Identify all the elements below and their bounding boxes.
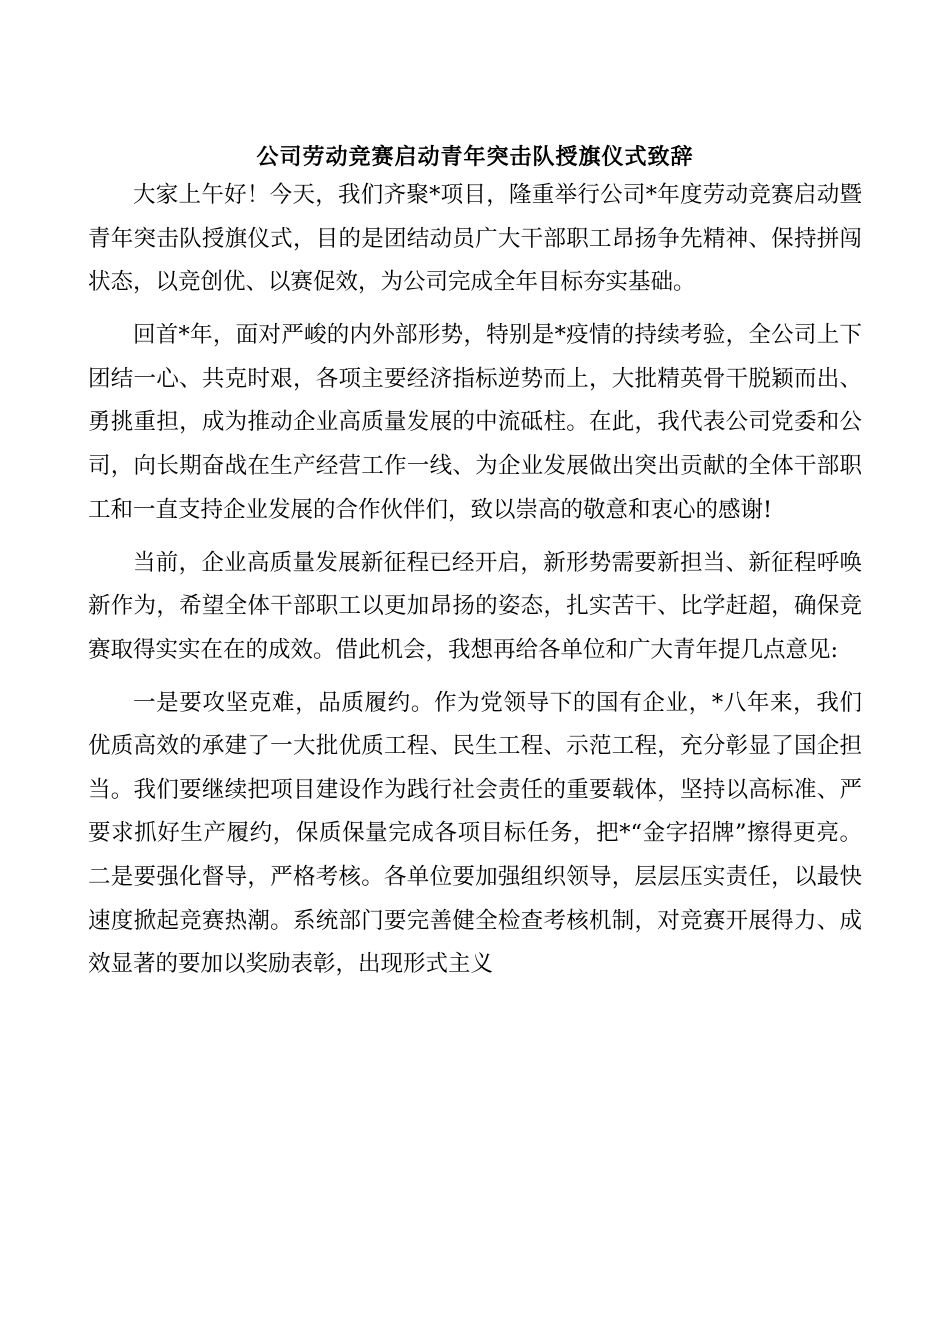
paragraph-outlook: 当前，企业高质量发展新征程已经开启，新形势需要新担当、新征程呼唤新作为，希望全体干部职工以更加昂扬的姿态，扎实苦干、比学赶超，确保竞赛取得实实在在的成效。借此机会，我想再给各单位和广大青年提几点意见: xyxy=(88,549,862,663)
document-body xyxy=(88,174,862,996)
document-title: 公司劳动竞赛启动青年突击队授旗仪式致辞 xyxy=(256,144,694,170)
paragraph-greeting: 大家上午好！今天，我们齐聚*项目，隆重举行公司*年度劳动竞赛启动暨青年突击队授旗仪式，目的是团结动员广大干部职工昂扬争先精神、保持拼闯状态，以竞创优、以赛促效，为公司完成全年目标夯实基础。 xyxy=(88,182,862,296)
paragraph-requirements: 一是要攻坚克难，品质履约。作为党领导下的国有企业，*八年来，我们优质高效的承建了一大批优质工程、民生工程、示范工程，充分彰显了国企担当。我们要继续把项目建设作为践行社会责任的重要载体，坚持以高标准、严要求抓好生产履约，保质保量完成各项目标任务，把*“金字招牌”擦得更亮。二是要强化督导，严格考核。各单位要加强组织领导，层层压实责任，以最快速度掀起竞赛热潮。系统部门要完善健全检查考核机制，对竞赛开展得力、成效显著的要加以奖励表彰，出现形式主义 xyxy=(88,689,862,978)
paragraph-review: 回首*年，面对严峻的内外部形势，特别是*疫情的持续考验，全公司上下团结一心、共克时艰，各项主要经济指标逆势而上，大批精英骨干脱颖而出、勇挑重担，成为推动企业高质量发展的中流砥柱。在此，我代表公司党委和公司，向长期奋战在生产经营工作一线、为企业发展做出突出贡献的全体干部职工和一直支持企业发展的合作伙伴们，致以崇高的敬意和衷心的感谢! xyxy=(88,322,862,523)
